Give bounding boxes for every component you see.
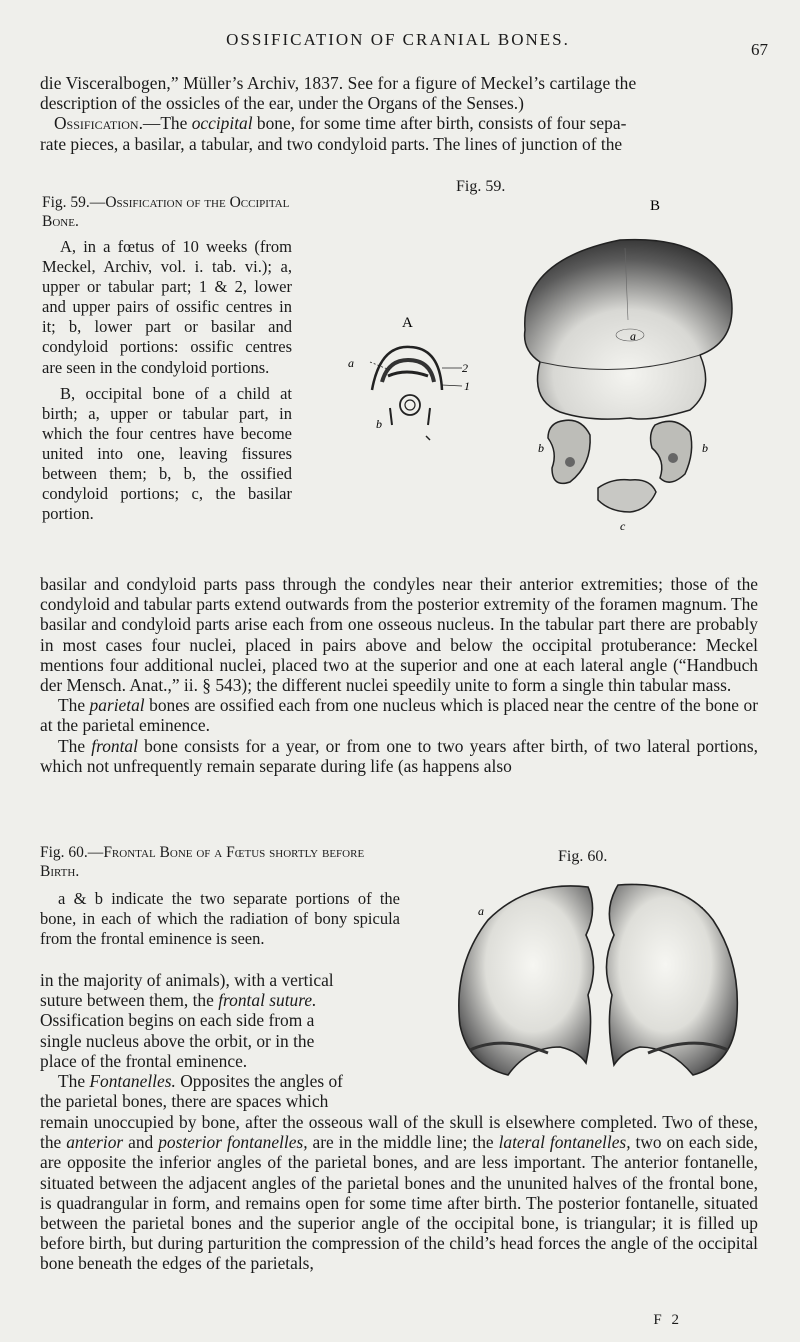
caption-heading: Frontal Bone of a Fœtus shortly before Birth. (40, 844, 365, 880)
italic-term: anterior (66, 1132, 124, 1153)
text-line: description of the ossicles of the ear, under the Organs of the Senses.) (40, 93, 524, 114)
text-span: remain unoccupied by bone, after the osseous wall of the skull is elsewhere completed. Two of these, the (40, 1112, 758, 1153)
text-span: bone consists for a year, or from one to two years after birth, of two lateral portions, which not unfrequently remain separate during life (as happens also (40, 735, 758, 776)
top-paragraph (40, 73, 756, 154)
paragraph-frontal (40, 736, 758, 776)
caption-title (40, 843, 400, 881)
text-line (40, 1071, 400, 1091)
fig59-A-mark-a: a (348, 356, 354, 370)
fig59-B-mark-b-left: b (538, 441, 544, 455)
text-span: bones are ossified each from one nucleus which is placed near the centre of the bone or at the parietal eminence. (40, 695, 758, 736)
text-span: are in the middle line; the (307, 1132, 499, 1153)
italic-term: occipital (191, 113, 253, 134)
signature-mark: F 2 (653, 1312, 682, 1328)
paragraph: basilar and condyloid parts pass through the condyles near their anterior extremities; those of the condyloid and tabular parts extend outwards from the posterior extremity of the foramen magnum. The basilar and condyloid parts arise each from one osseous nucleus. In the tabular part there are probably in most cases four nuclei, placed in pairs above and below the occipital protuberance: Meckel mentions four additional nuclei, placed two at the superior and one at each lateral angle (“Handbuch der Mensch. Anat.,” ii. § 543); the different nuclei speedily unite to form a single thin tabular mass. (40, 574, 758, 696)
text-line: die Visceralbogen,” Müller’s Archiv, 1837. See for a figure of Meckel’s cartilage the (40, 73, 637, 93)
fig60-illustration (448, 875, 748, 1085)
running-head: OSSIFICATION OF CRANIAL BONES. (226, 30, 570, 49)
fig60-heading: Fig. 60. (558, 848, 608, 865)
lower-wide-text (40, 1112, 758, 1274)
italic-term: frontal (91, 735, 138, 756)
text-span: Opposites the angles of (175, 1071, 343, 1092)
fig59-A-fetal-occipital (370, 347, 462, 440)
caption-body: a & b indicate the two separate portions of the bone, in each of which the radiation of bony spicula from the frontal eminence is seen. (40, 889, 400, 949)
italic-term: posterior fontanelles, (158, 1132, 308, 1153)
text-line: place of the frontal eminence. (40, 1050, 248, 1071)
text-span: The (58, 735, 92, 756)
fig59-B-occipital-bone (525, 240, 732, 420)
text-line: rate pieces, a basilar, a tabular, and two condyloid parts. The lines of junction of the (40, 133, 623, 154)
caption-fig-number: Fig. 60.— (40, 844, 104, 861)
section-label: Ossification. (54, 113, 143, 134)
caption-title (42, 193, 292, 231)
caption-fig-number: Fig. 59.— (42, 194, 106, 211)
fig59-A-mark-2: 2 (462, 361, 468, 375)
italic-term: parietal (89, 695, 145, 716)
dash: —The (142, 113, 192, 134)
paragraph-parietal (40, 695, 758, 735)
page-number: 67 (751, 40, 768, 59)
caption-para-b: B, occipital bone of a child at birth; a, upper or tabular part, in which the four centres have become united into one, leaving fissures between them; b, b, the ossified condyloid portions; c, the basilar portion. (42, 383, 292, 524)
fig59-heading: Fig. 59. (456, 178, 506, 195)
italic-term: lateral fontanelles, (498, 1132, 631, 1153)
fig60-right-half (606, 884, 737, 1075)
fig59-B-mark-b-right: b (702, 441, 708, 455)
text-line: single nucleus above the orbit, or in the (40, 1030, 315, 1051)
fig59-label-A: A (402, 315, 413, 331)
fig59-label-B: B (650, 198, 661, 214)
lower-narrow-text (40, 970, 400, 1111)
italic-term: Fontanelles. (89, 1071, 176, 1092)
middle-text (40, 574, 758, 776)
text-line: the parietal bones, there are spaces which (40, 1091, 329, 1112)
text-span: bone, for some time after birth, consists of four sepa- (252, 113, 627, 134)
text-span: and (123, 1132, 159, 1153)
caption-heading: Ossification of the Occipital Bone. (42, 194, 290, 230)
fig59-B-mark-c: c (620, 519, 626, 533)
fig59-illustration (330, 190, 750, 540)
fig60-mark-a: a (478, 904, 484, 918)
fig59-A-mark-b: b (376, 417, 382, 431)
fig59-B-condyloid-right (651, 421, 692, 482)
fig59-B-condyloid-left (548, 420, 590, 483)
text-line: Ossification begins on each side from a (40, 1010, 315, 1031)
fig59-caption (42, 193, 292, 524)
paragraph-fontanelles (40, 1112, 758, 1274)
text-span: The (58, 1071, 90, 1092)
fig59-A-mark-1: 1 (464, 379, 470, 393)
ossification-line (40, 113, 756, 133)
text-line: in the majority of animals), with a vertical (40, 970, 334, 990)
text-span: suture between them, the (40, 990, 219, 1011)
text-span: The (58, 695, 90, 716)
italic-term: frontal suture. (218, 990, 317, 1011)
caption-para-a: A, in a fœtus of 10 weeks (from Meckel, Archiv, vol. i. tab. vi.); a, upper or tabular part; 1 & 2, lower and upper pairs of ossific centres in it; b, lower part or basilar and condyloid portions: ossific centres are seen in the condyloid portions. (42, 237, 292, 377)
text-span: two on each side, are opposite the inferior angles of the parietal bones, and are less important. The anterior fontanelle, situated between the adjacent angles of the parietal bones and the ununited halves of the frontal bone, is quadrangular in form, and remains open for some time after birth. The posterior fontanelle, situated between the parietal bones and the superior angle of the occipital bone, is triangular; it is filled up before birth, but during parturition the compression of the child’s head forces the angle of the occipital bone beneath the edges of the parietals, (40, 1132, 758, 1274)
fig60-caption (40, 843, 400, 949)
text-line (40, 990, 400, 1010)
fig59-B-basilar (598, 480, 656, 512)
fig59-B-mark-a: a (630, 329, 636, 343)
